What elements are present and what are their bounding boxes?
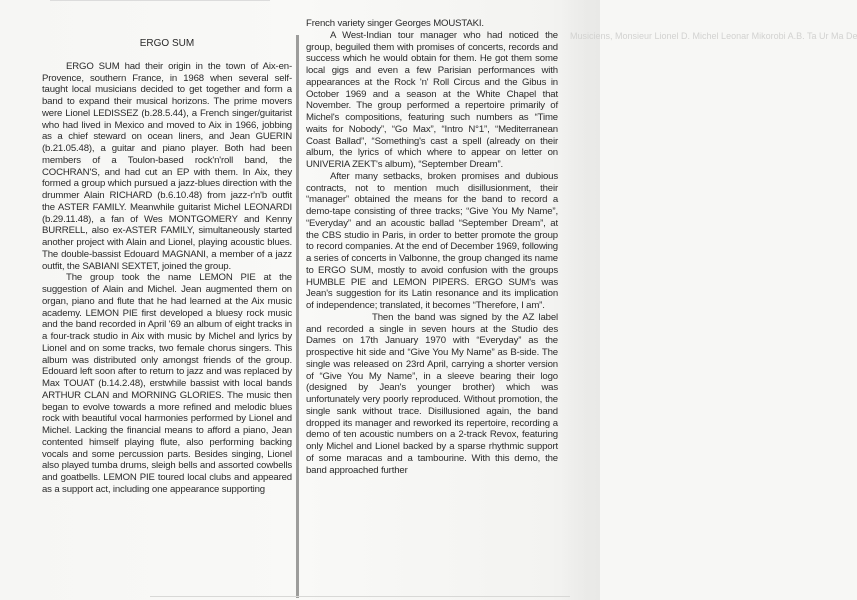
article-title: ERGO SUM xyxy=(139,38,195,49)
paragraph: French variety singer Georges MOUSTAKI. xyxy=(306,18,484,29)
paragraph: After many setbacks, broken promises and dubious contracts, not to mention much disillusionment, their “manager” obtained the means for the band to record a demo-tape consisting of three tracks; “Give You My Name”, “Everyday” and an acoustic ballad “September Dream”, at the CBS studio in Paris, in order to better promote the group to record companies. At the end of December 1969, following a series of concerts in Valbonne, the group changed its name to ERGO SUM, mostly to avoid confusion with the groups HUMBLE PIE and LEMON PIPERS. ERGO SUM's was Jean's suggestion for its Latin resonance and its implication of independence; translated, it becomes “Therefore, I am”. xyxy=(306,170,558,311)
facing-page-edge xyxy=(564,0,857,600)
paragraph: Then the band was signed by the AZ label and recorded a single in seven hours at the Studio des Dames on 17th January 1970 with “Everyday” as the prospective hit side and “Give You My Name” as B-side. The single was released on 23rd April, carrying a shorter version of “Give You My Name”, in a sleeve bearing their logo (designed by Jean's younger brother) which was unfortunately very poorly reproduced. Without promotion, the single sank without trace. Disillusioned again, the band dropped its manager and reworked its repertoire, recording a demo of ten acoustic numbers on a 2-track Revox, featuring only Michel and Lionel backed by a sparse rhythmic support of some maracas and a tambourine. With this demo, the band approached further xyxy=(306,311,558,476)
column-divider xyxy=(296,35,299,598)
bottom-edge-rule xyxy=(150,596,570,597)
paragraph: ERGO SUM had their origin in the town of Aix-en-Provence, southern France, in 1968 when several self-taught local musicians decided to get together and form a band to expand their musical horizons. The prime movers were Lionel LEDISSEZ (b.28.5.44), a French singer/guitarist who had lived in Mexico and moved to Aix in 1966, jobbing as a chief steward on ocean liners, and Jean GUERIN (b.21.05.48), a guitar and piano player. Both had been members of a Toulon-based rock'n'roll band, the COCHRAN'S, and had cut an EP with them. In Aix, they formed a group which pursued a jazz-blues direction with the drummer Alain RICHARD (b.6.10.48) from jazz-r'n'b outfit the ASTER FAMILY. Meanwhile guitarist Michel LEONARDI (b.29.11.48), a fan of Wes MONTGOMERY and Kenny BURRELL, also ex-ASTER FAMILY, simultaneously started another project with Alain and Lionel, playing acoustic blues. The double-bassist Edouard MAGNANI, a member of a jazz outfit, the SABIANI SEXTET, joined the group. xyxy=(42,60,292,272)
paragraph: The group took the name LEMON PIE at the suggestion of Alain and Michel. Jean augmented them on organ, piano and flute that he had learned at the Aix music academy. LEMON PIE first developed a bluesy rock music and the band recorded in April '69 an album of eight tracks in a four-track studio in Aix with music by Michel and lyrics by Lionel and on some tracks, two female chorus singers. This album was distributed only amongst friends of the group. Edouard left soon after to return to jazz and was replaced by Max TOUAT (b.14.2.48), erstwhile bassist with local bands ARTHUR CLAN and MORNING GLORIES. The music then began to evolve towards a more refined and melodic blues rock with beautiful vocal harmonies performed by Lionel and Michel. Lacking the financial means to afford a piano, Jean contented himself playing flute, also performing backing vocals and some percussion parts. Besides singing, Lionel also played tumba drums, sleigh bells and assorted cowbells and goatbells. LEMON PIE toured local clubs and appeared as a support act, including one appearance supporting xyxy=(42,272,292,495)
bleed-through-text: Musiciens, Monsieur Lionel D. Michel Leonar Mikorobi A.B. Ta Ur Ma De xyxy=(570,31,857,41)
right-column xyxy=(306,18,558,476)
left-column xyxy=(42,38,292,496)
paragraph: A West-Indian tour manager who had noticed the group, beguiled them with promises of concerts, records and success which he would obtain for them. He got them some local gigs and even a few Parisian performances with appearances at the Rock 'n' Roll Circus and the Gibus in October 1969 and a season at the White Chapel that November. The group performed a repertoire primarily of Michel's compositions, featuring such numbers as “Time waits for Nobody”, “Go Max”, “Intro N°1”, “Mediterranean Coast Ballad”, “Something's cast a spell (already on their album, the lyrics of which where to appear on letter on UNIVERIA ZEKT's album), “September Dream”. xyxy=(306,29,558,170)
top-edge-rule xyxy=(50,0,270,1)
